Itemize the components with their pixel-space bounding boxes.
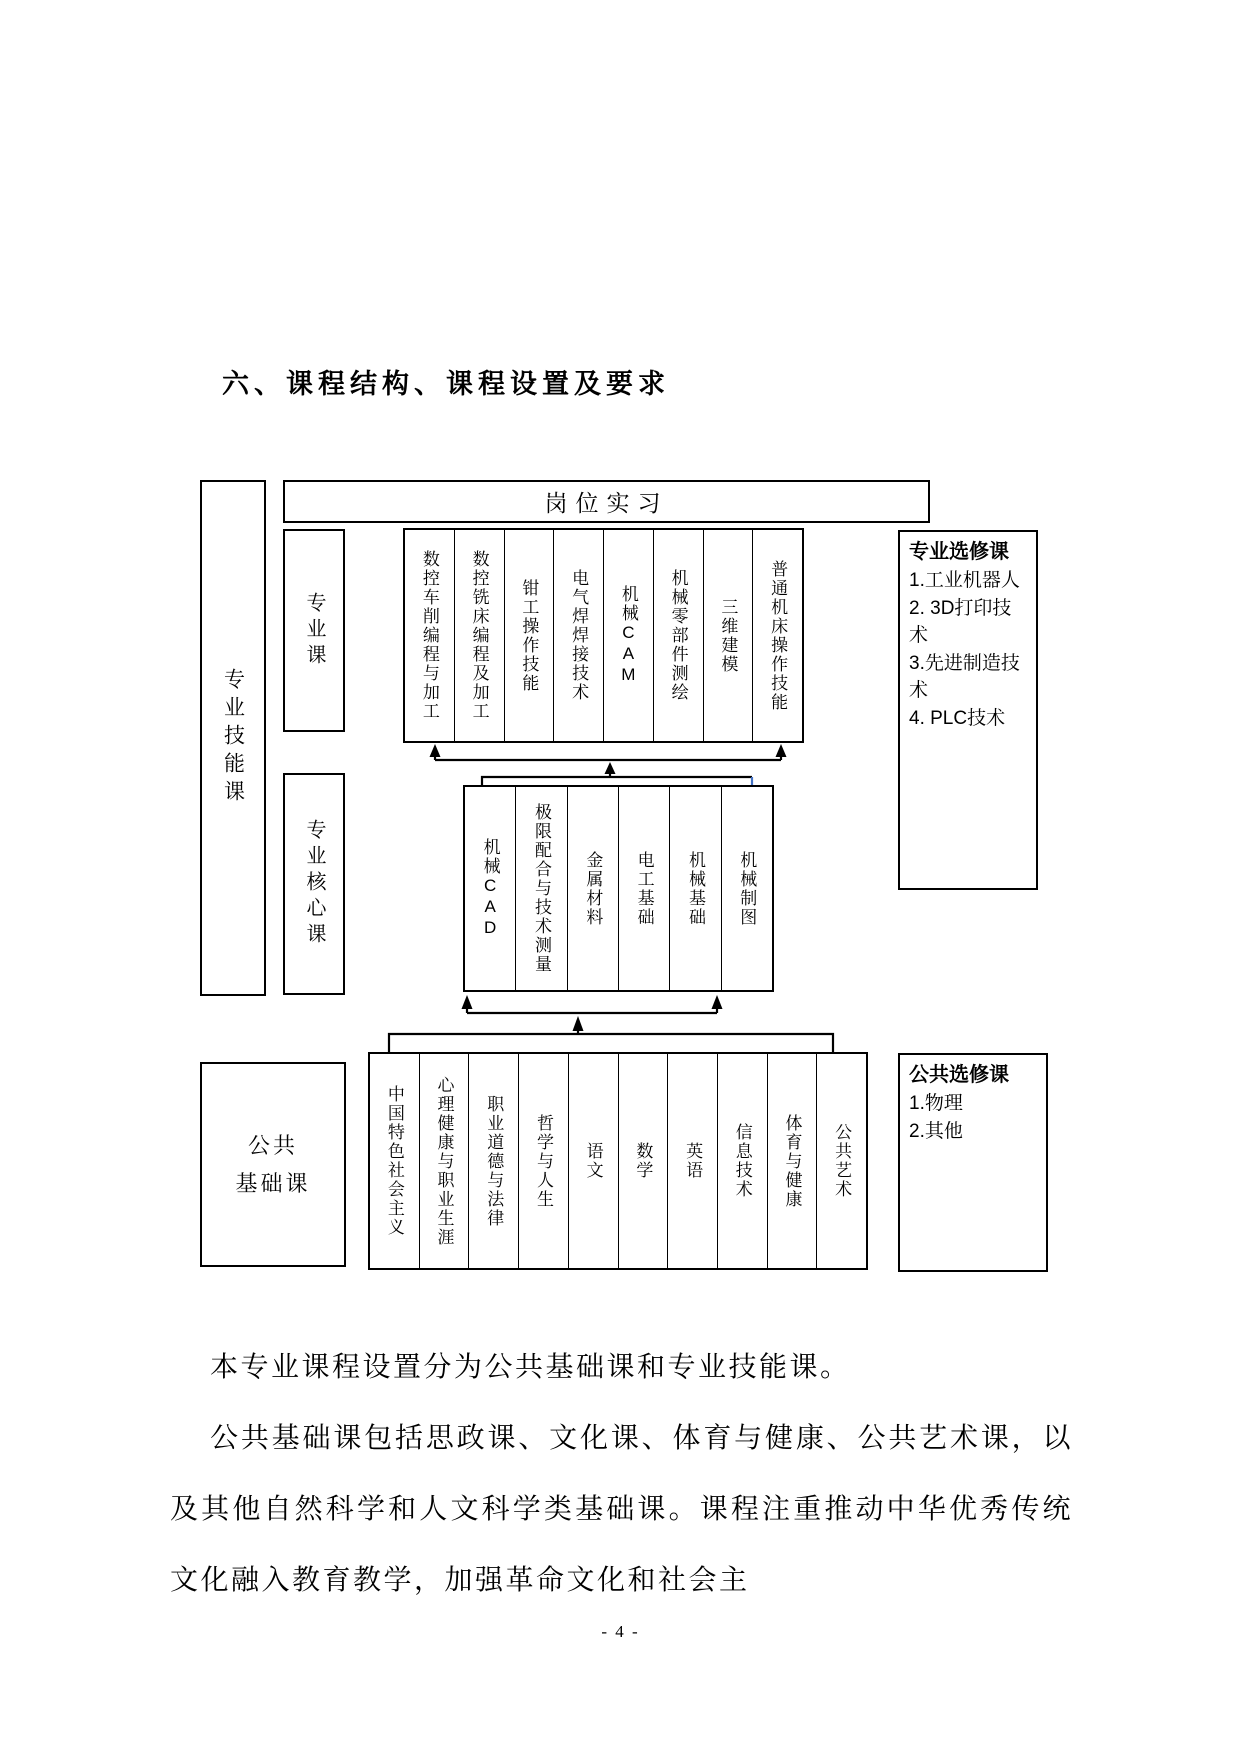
connector-bracket xyxy=(482,777,752,785)
base-courses-block xyxy=(368,1052,868,1270)
course-cell xyxy=(468,1054,518,1268)
body-paragraph: 本专业课程设置分为公共基础课和专业技能课。 xyxy=(210,1352,851,1383)
course-cell xyxy=(515,787,566,990)
arrowhead-up xyxy=(462,995,473,1009)
internship-label: 岗位实习 xyxy=(544,490,669,516)
arrowhead-up xyxy=(776,744,787,757)
elective-item: 2.其他 xyxy=(909,1120,963,1142)
professional-elective-title: 专业选修课 xyxy=(909,541,1009,563)
course-cell xyxy=(703,530,753,741)
core-courses-block xyxy=(463,785,774,992)
internship-box xyxy=(283,480,930,523)
course-cell xyxy=(653,530,703,741)
course-label: 电气焊焊接技术 xyxy=(569,569,589,702)
course-cell xyxy=(405,530,454,741)
course-cell xyxy=(567,787,618,990)
elective-item: 1.工业机器人 xyxy=(909,570,1020,591)
public-elective-title: 公共选修课 xyxy=(909,1064,1009,1086)
course-cell xyxy=(504,530,554,741)
course-label: 信息技术 xyxy=(732,1123,752,1199)
professional-elective-box xyxy=(898,530,1038,890)
course-cell xyxy=(618,1054,668,1268)
course-label: 中国特色社会主义 xyxy=(384,1085,404,1237)
course-cell xyxy=(465,787,515,990)
arrowhead-up xyxy=(573,1016,584,1031)
arrowhead-up xyxy=(605,762,616,774)
course-label: 钳工操作技能 xyxy=(519,578,539,693)
public-elective-box xyxy=(898,1053,1048,1272)
course-cell xyxy=(752,530,802,741)
elective-item: 2. 3D打印技术 xyxy=(909,597,1012,647)
body-text xyxy=(170,1332,1073,1616)
public-base-label: 公共 基础课 xyxy=(235,1133,311,1196)
course-cell xyxy=(603,530,653,741)
course-label: 机械CAD xyxy=(480,838,500,939)
major-courses-block xyxy=(403,528,804,743)
course-cell xyxy=(454,530,504,741)
core-course-label: 专业核心课 xyxy=(303,819,325,949)
course-label: 数控铣床编程及加工 xyxy=(469,550,489,721)
course-cell xyxy=(419,1054,469,1268)
page-number: - 4 - xyxy=(601,1622,640,1641)
course-label: 机械零部件测绘 xyxy=(668,569,688,702)
course-label: 语文 xyxy=(583,1142,603,1180)
course-label: 心理健康与职业生涯 xyxy=(434,1075,454,1247)
course-cell xyxy=(518,1054,568,1268)
course-label: 公共艺术 xyxy=(832,1123,852,1199)
course-label: 体育与健康 xyxy=(782,1113,802,1209)
course-label: 机械CAM xyxy=(618,585,638,686)
course-label: 数学 xyxy=(633,1142,653,1180)
course-label: 三维建模 xyxy=(718,597,738,674)
course-label: 机械制图 xyxy=(737,850,757,927)
course-cell xyxy=(816,1054,866,1268)
connector-bracket xyxy=(389,1034,833,1052)
public-base-box xyxy=(200,1062,346,1267)
course-label: 金属材料 xyxy=(583,850,603,927)
skill-track-box xyxy=(200,480,266,996)
course-label: 数控车削编程与加工 xyxy=(419,550,439,721)
arrowhead-up xyxy=(430,744,441,757)
elective-item: 3.先进制造技术 xyxy=(909,652,1020,702)
course-label: 机械基础 xyxy=(685,850,705,927)
course-label: 英语 xyxy=(683,1142,703,1180)
major-course-label: 专业课 xyxy=(303,591,325,670)
body-paragraph: 公共基础课包括思政课、文化课、体育与健康、公共艺术课，以及其他自然科学和人文科学类基础课。课程注重推动中华优秀传统文化融入教育教学，加强革命文化和社会主 xyxy=(170,1423,1073,1596)
elective-item: 1.物理 xyxy=(909,1093,963,1114)
course-cell xyxy=(667,1054,717,1268)
elective-item: 4. PLC技术 xyxy=(909,707,1006,729)
course-label: 极限配合与技术测量 xyxy=(531,803,551,974)
arrowhead-up xyxy=(712,995,723,1009)
course-label: 职业道德与法律 xyxy=(484,1094,504,1228)
course-cell xyxy=(717,1054,767,1268)
course-label: 电工基础 xyxy=(634,850,654,927)
course-cell xyxy=(553,530,603,741)
course-label: 哲学与人生 xyxy=(533,1113,553,1209)
course-cell xyxy=(721,787,772,990)
major-course-box xyxy=(283,529,345,732)
course-cell xyxy=(568,1054,618,1268)
course-cell xyxy=(618,787,669,990)
page-title: 六、课程结构、课程设置及要求 xyxy=(222,369,670,399)
skill-track-label: 专业技能课 xyxy=(221,668,245,808)
core-course-box xyxy=(283,773,345,995)
course-cell xyxy=(767,1054,817,1268)
course-cell xyxy=(370,1054,419,1268)
course-cell xyxy=(669,787,720,990)
course-label: 普通机床操作技能 xyxy=(768,559,788,712)
